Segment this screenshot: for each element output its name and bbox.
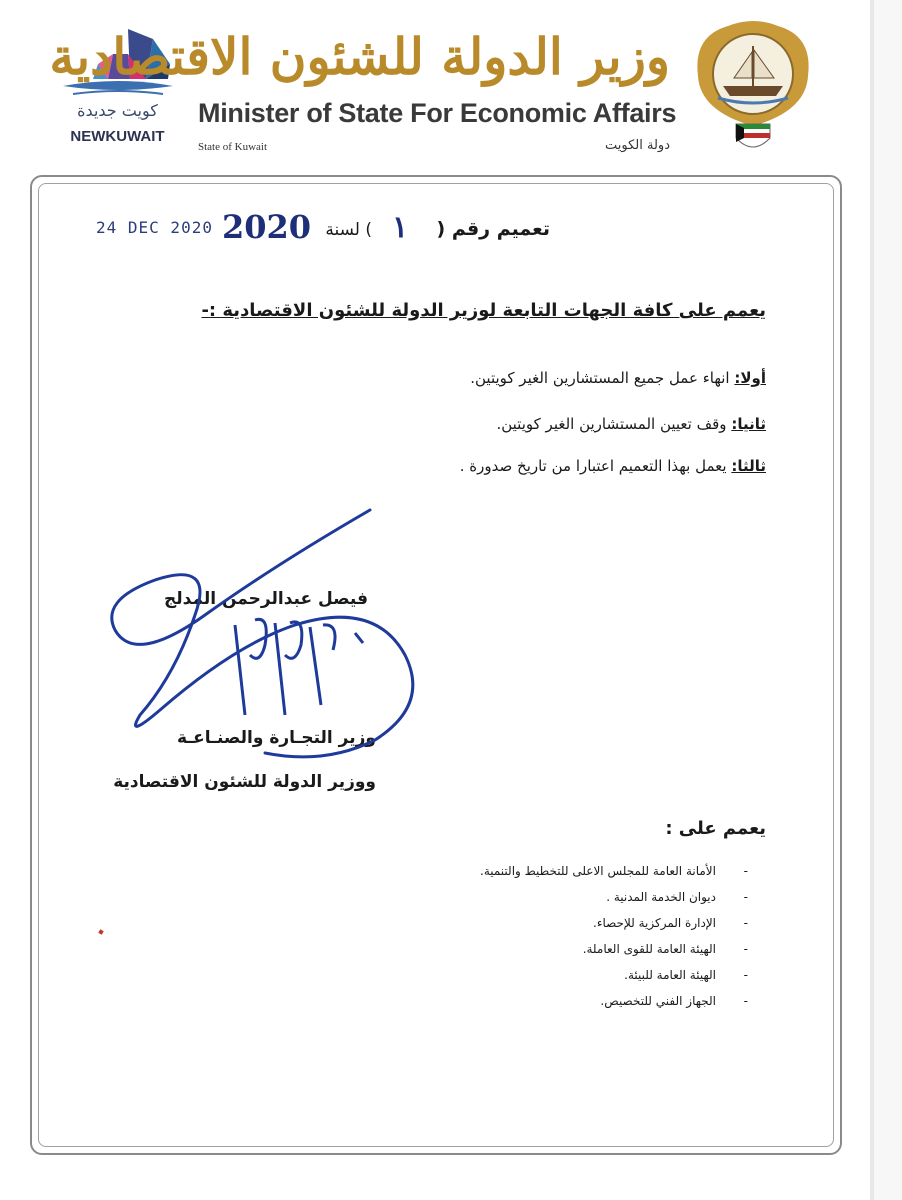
list-item: - الإدارة المركزية للإحصاء. <box>593 916 748 930</box>
directive-item <box>496 415 766 433</box>
circular-label: تعميم رقم ( <box>436 218 550 240</box>
directive-label: ثالثا: <box>731 457 766 475</box>
directive-label: أولا: <box>734 369 766 387</box>
list-item: - الهيئة العامة للبيئة. <box>624 968 748 982</box>
distribution-heading: يعمم على : <box>665 818 766 839</box>
distribution-list <box>480 858 748 1014</box>
list-item: - الهيئة العامة للقوى العاملة. <box>582 942 748 956</box>
ministry-english-title: Minister of State For Economic Affairs <box>198 98 677 128</box>
directive-label: ثانيا: <box>731 415 766 433</box>
page-edge-line <box>870 0 874 1200</box>
directive-item <box>460 457 766 475</box>
list-item: - الأمانة العامة للمجلس الاعلى للتخطيط والتنمية. <box>480 864 748 878</box>
circular-year: 2020 <box>222 208 312 246</box>
page-margin <box>874 0 902 1200</box>
list-item: - ديوان الخدمة المدنية . <box>606 890 748 904</box>
directive-item <box>470 369 766 387</box>
signatory-title-2: ووزير الدولة للشئون الاقتصادية <box>113 772 376 792</box>
directive-text: انهاء عمل جميع المستشارين الغير كويتين. <box>470 369 730 387</box>
ministry-arabic-title: وزير الدولة للشئون الاقتصادية <box>49 27 670 86</box>
state-of-kuwait-arabic: دولة الكويت <box>605 138 670 153</box>
newkuwait-english: NEWKUWAIT <box>70 128 165 145</box>
state-of-kuwait-english: State of Kuwait <box>198 141 268 153</box>
signatory-title-1: وزير التجـارة والصنـاعـة <box>177 728 376 748</box>
directive-text: وقف تعيين المستشارين الغير كويتين. <box>496 415 727 433</box>
newkuwait-arabic: كويت جديدة <box>77 101 158 120</box>
circular-number: ١ <box>392 210 409 245</box>
directive-text: يعمل بهذا التعميم اعتبارا من تاريخ صدورة . <box>459 457 727 475</box>
list-item: - الجهاز الفني للتخصيص. <box>600 994 748 1008</box>
date-stamp: 24 DEC 2020 <box>96 218 213 237</box>
circular-year-label: ) لسنة <box>325 220 372 240</box>
kuwait-emblem-icon <box>688 16 818 166</box>
signatory-name: فيصل عبدالرحمن المدلج <box>164 589 368 609</box>
handwritten-signature <box>95 505 440 770</box>
circular-intro: يعمم على كافة الجهات التابعة لوزير الدولة للشئون الاقتصادية :- <box>201 300 766 321</box>
